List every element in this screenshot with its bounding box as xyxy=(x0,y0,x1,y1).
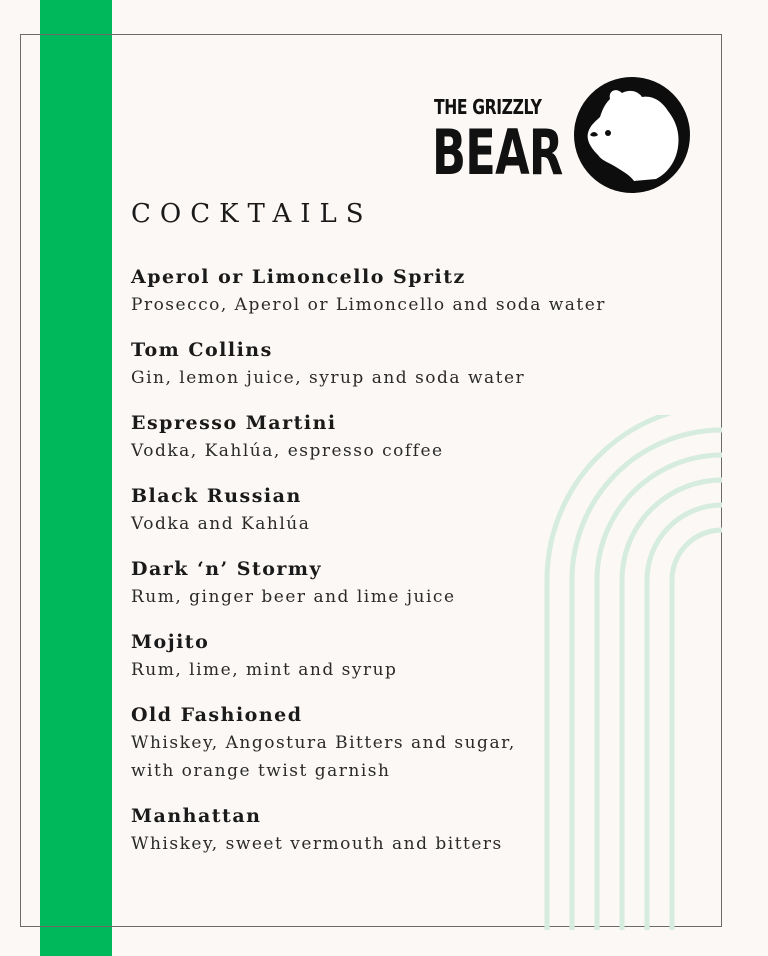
menu-item xyxy=(131,628,691,684)
menu-item-description-line: Rum, lime, mint and syrup xyxy=(131,660,398,680)
menu-item-name: Black Russian xyxy=(131,485,302,507)
menu-item-description-line: Gin, lemon juice, syrup and soda water xyxy=(131,368,526,388)
menu-item-description-line: Prosecco, Aperol or Limoncello and soda water xyxy=(131,295,606,315)
menu-item-description xyxy=(131,583,691,611)
menu-item-description xyxy=(131,364,691,392)
brand-logo xyxy=(430,72,695,197)
menu-item-description-line: with orange twist garnish xyxy=(131,761,391,781)
menu-item-description xyxy=(131,510,691,538)
menu-item xyxy=(131,409,691,465)
menu-item-name: Mojito xyxy=(131,631,210,653)
menu-item xyxy=(131,336,691,392)
menu-item-description xyxy=(131,437,691,465)
menu-item-description-line: Whiskey, sweet vermouth and bitters xyxy=(131,834,503,854)
menu-item xyxy=(131,555,691,611)
cocktail-list xyxy=(131,263,691,875)
menu-item-description xyxy=(131,830,691,858)
menu-item-description-line: Rum, ginger beer and lime juice xyxy=(131,587,456,607)
menu-item-name: Tom Collins xyxy=(131,339,273,361)
menu-item-name: Manhattan xyxy=(131,805,262,827)
menu-item-name: Old Fashioned xyxy=(131,704,303,726)
section-title: COCKTAILS xyxy=(131,199,373,229)
brand-name-line1: THE GRIZZLY xyxy=(434,95,542,119)
menu-item-description xyxy=(131,729,691,785)
menu-item-description xyxy=(131,291,691,319)
menu-item-name: Espresso Martini xyxy=(131,412,337,434)
bear-head-icon xyxy=(572,75,692,195)
menu-item xyxy=(131,802,691,858)
menu-item-description-line: Whiskey, Angostura Bitters and sugar, xyxy=(131,733,516,753)
menu-item-name: Aperol or Limoncello Spritz xyxy=(131,266,466,288)
menu-item-description-line: Vodka and Kahlúa xyxy=(131,514,311,534)
menu-item xyxy=(131,701,691,785)
menu-item-description-line: Vodka, Kahlúa, espresso coffee xyxy=(131,441,444,461)
menu-item-description xyxy=(131,656,691,684)
brand-name-line2: BEAR xyxy=(432,116,563,189)
menu-item xyxy=(131,482,691,538)
menu-item xyxy=(131,263,691,319)
menu-item-name: Dark ‘n’ Stormy xyxy=(131,558,323,580)
